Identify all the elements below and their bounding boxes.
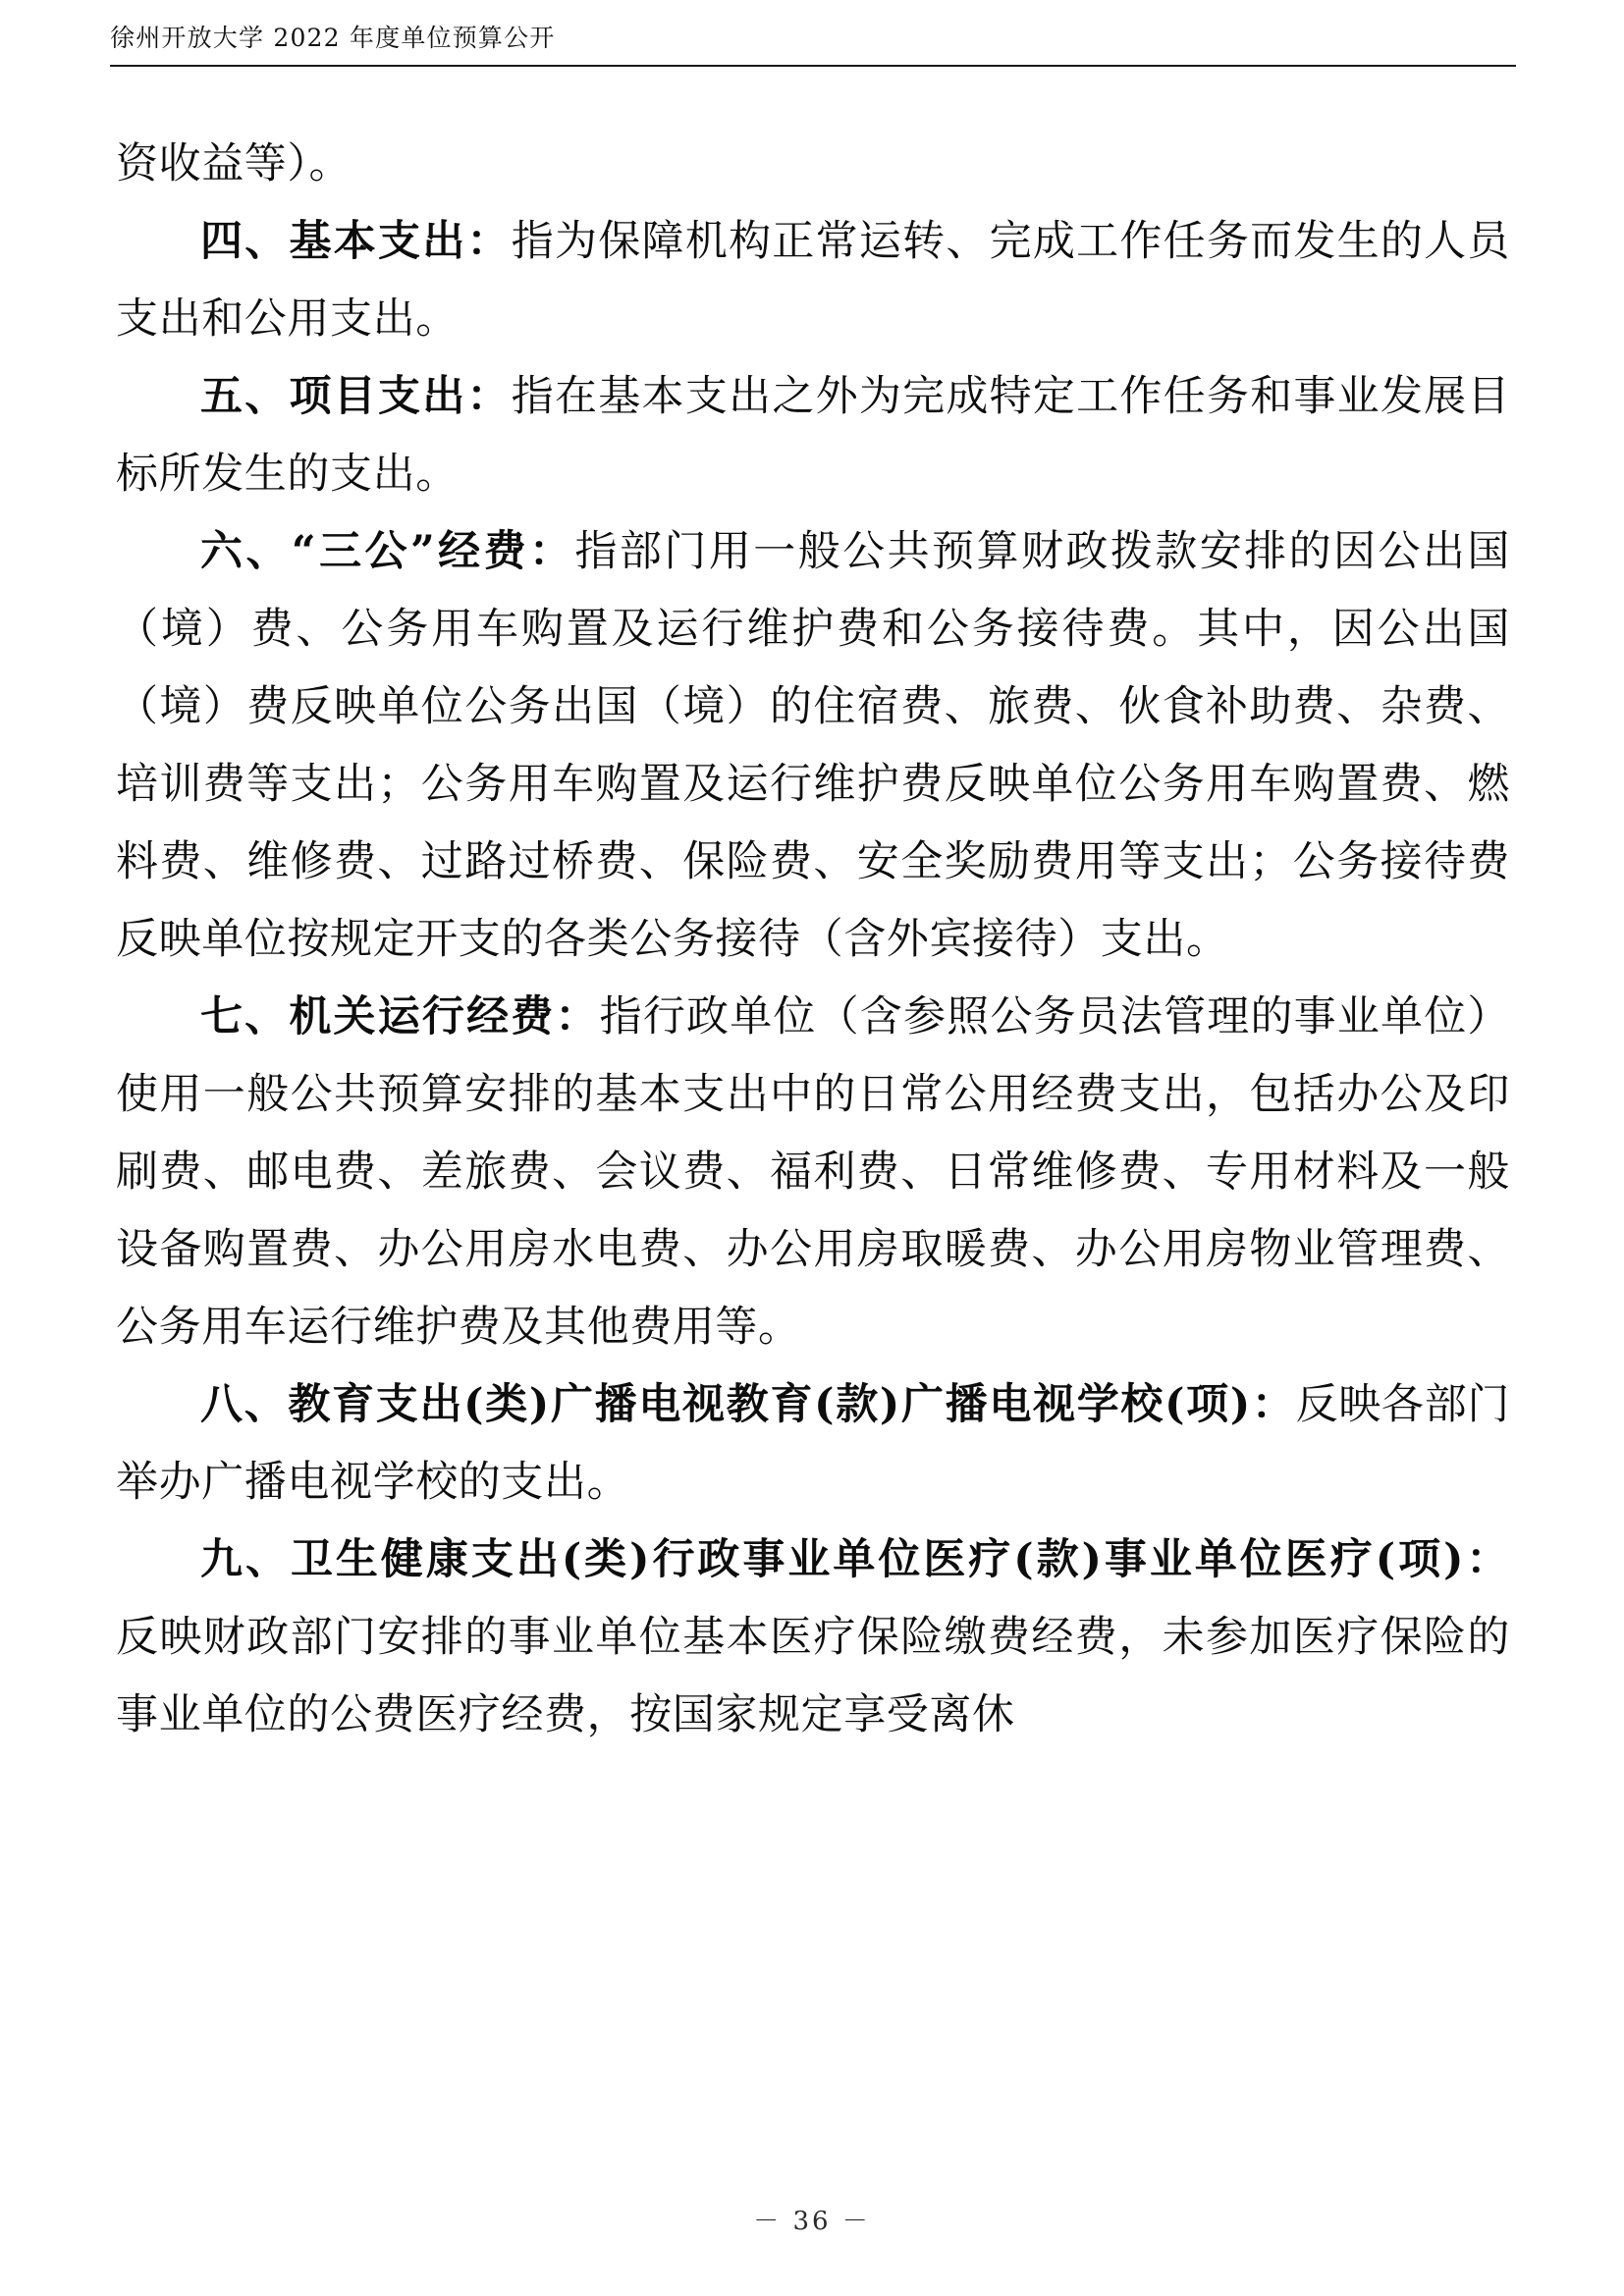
page-number: － 36 － xyxy=(753,2207,871,2236)
paragraph-lead-1: 四、基本支出： xyxy=(200,217,512,266)
paragraph-lead-4: 七、机关运行经费： xyxy=(200,992,600,1041)
paragraph-item-7-agency-operating-funds xyxy=(116,979,1510,1366)
paragraph-text-0: 资收益等）。 xyxy=(116,139,352,188)
page-footer xyxy=(0,2201,1624,2237)
paragraph-lead-5: 八、教育支出(类)广播电视教育(款)广播电视学校(项)： xyxy=(200,1380,1296,1429)
paragraph-text-1: 指为保障机构正常运转、完成工作任务而发生的人员支出和公用支出。 xyxy=(116,217,1510,344)
paragraph-lead-2: 五、项目支出： xyxy=(200,372,512,421)
document-body xyxy=(116,126,1510,1754)
paragraph-text-6: 反映财政部门安排的事业单位基本医疗保险缴费经费，未参加医疗保险的事业单位的公费医疗经费，按国家规定享受离休 xyxy=(116,1613,1510,1739)
paragraph-item-8-education-expenditure xyxy=(116,1366,1510,1522)
paragraph-lead-3: 六、“三公”经费： xyxy=(200,527,575,576)
header-divider xyxy=(110,65,1516,67)
paragraph-text-3: 指部门用一般公共预算财政拨款安排的因公出国（境）费、公务用车购置及运行维护费和公务接待费。其中，因公出国（境）费反映单位公务出国（境）的住宿费、旅费、伙食补助费、杂费、培训费等支出；公务用车购置及运行维护费反映单位公务用车购置费、燃料费、维修费、过路过桥费、保险费、安全奖励费用等支出；公务接待费反映单位按规定开支的各类公务接待（含外宾接待）支出。 xyxy=(116,527,1510,964)
header-title: 徐州开放大学 2022 年度单位预算公开 xyxy=(110,24,556,52)
paragraph-text-2: 指在基本支出之外为完成特定工作任务和事业发展目标所发生的支出。 xyxy=(116,372,1510,499)
paragraph-item-4-basic-expenditure xyxy=(116,203,1510,358)
paragraph-continued-investment-income xyxy=(116,126,1510,203)
running-header xyxy=(110,22,1516,69)
paragraph-text-4: 指行政单位（含参照公务员法管理的事业单位）使用一般公共预算安排的基本支出中的日常公用经费支出，包括办公及印刷费、邮电费、差旅费、会议费、福利费、日常维修费、专用材料及一般设备购置费、办公用房水电费、办公用房取暖费、办公用房物业管理费、公务用车运行维护费及其他费用等。 xyxy=(116,992,1510,1352)
paragraph-text-5: 反映各部门举办广播电视学校的支出。 xyxy=(116,1380,1510,1507)
paragraph-item-6-three-public-funds xyxy=(116,513,1510,979)
paragraph-item-9-health-expenditure xyxy=(116,1522,1510,1754)
paragraph-lead-6: 九、卫生健康支出(类)行政事业单位医疗(款)事业单位医疗(项)： xyxy=(200,1535,1510,1584)
paragraph-item-5-project-expenditure xyxy=(116,358,1510,513)
